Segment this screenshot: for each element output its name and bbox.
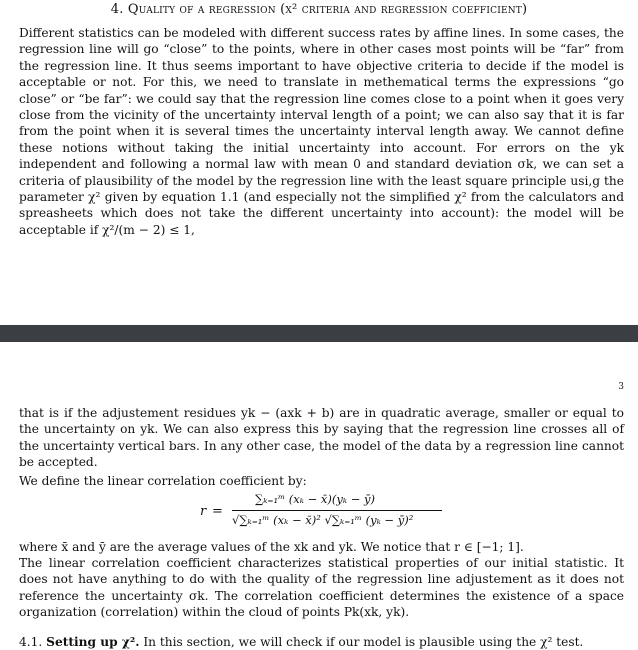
paragraph-residues: that is if the adjustement residues yk − (axk + b) are in quadratic average, smaller or equal to the uncertainty on yk. We can also express this by saying that the regression line crosses all of the uncertainty vertical bars. In any other case, the model of the data by a regression line cannot be accepted. [19, 406, 624, 470]
paragraph-define-correlation: We define the linear correlation coefficient by: [19, 474, 307, 488]
paragraph-correlation-meaning: The linear correlation coefficient characterizes statistical properties of our initial statistic. It does not have anything to do with the quality of the regression line adjustement as it does not reference the uncertainty σk. The correlation coefficient determines the existence of a space organization (correlation) within the cloud of points Pk(xk, yk). [19, 556, 624, 620]
subsection-setting-up-chi2 [19, 634, 624, 650]
formula-numerator: ∑ₖ₌₁ᵐ (xₖ − x̄)(yₖ − ȳ) [255, 492, 375, 506]
subsection-text: In this section, we will check if our model is plausible using the χ² test. [143, 635, 584, 649]
paragraph-quality-criteria: Different statistics can be modeled with different success rates by affine lines. In some cases, the regression line will go “close” to the points, where in other cases most points will be “far” from the regression line. It thus seems important to have objective criteria to decide if the model is acceptable or not. For this, we need to translate in methematical terms the expressions “go close” or “be far”: we could say that the regression line comes close to a point when it goes very close from the vicinity of the uncertainty interval length of a point; we can also say that it is far from the point when it is several times the uncertainty interval length away. We cannot define these notions without taking the initial uncertainty into account. For errors on the yk independent and following a normal law with mean 0 and standard deviation σk, we can set a criteria of plausibility of the model by the regression line with the least square principle usi,g the parameter χ² given by equation 1.1 (and especially not the simplified χ² from the calculators and spreasheets which does not take the different uncertainty into account): the model will be acceptable if χ²/(m − 2) ≤ 1, [19, 26, 624, 237]
subsection-number: 4.1. [19, 635, 43, 649]
section-heading [0, 2, 638, 17]
document-page-lower [0, 342, 638, 649]
page-separator [0, 325, 638, 342]
paragraph-averages: where x̄ and ȳ are the average values of the xk and yk. We notice that r ∈ [−1; 1]. [19, 540, 524, 554]
section-number: 4. [110, 2, 124, 17]
correlation-formula [0, 492, 638, 536]
formula-denominator: √∑ₖ₌₁ᵐ (xₖ − x̄)² √∑ₖ₌₁ᵐ (yₖ − ȳ)² [232, 513, 414, 527]
section-title-text: Quality of a regression (χ² criteria and regression coefficient) [127, 2, 528, 17]
fraction-bar [232, 510, 442, 511]
formula-lhs: r [200, 504, 207, 519]
formula-equals: = [212, 504, 223, 519]
page-number: 3 [618, 382, 624, 392]
subsection-title: Setting up χ². [46, 635, 140, 649]
